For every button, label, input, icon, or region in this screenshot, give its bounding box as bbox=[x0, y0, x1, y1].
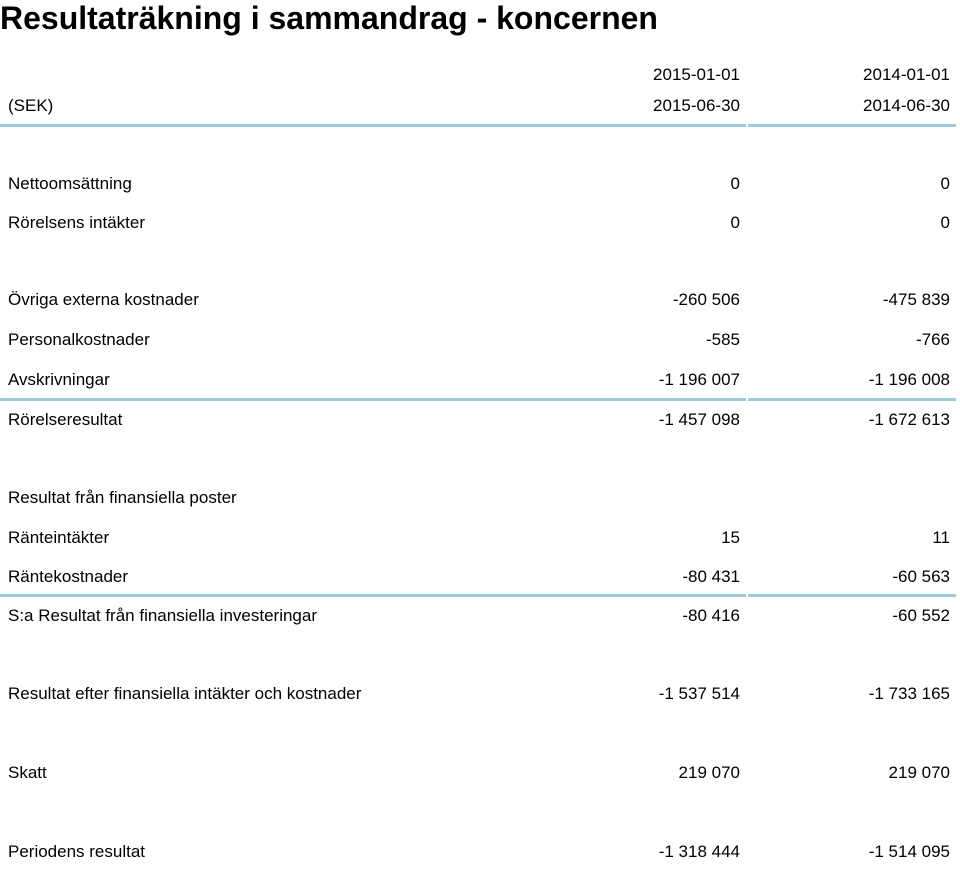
row-label: Rörelseresultat bbox=[8, 410, 123, 429]
period-end-2015: 2015-06-30 bbox=[653, 96, 740, 115]
row-value-2014: 11 bbox=[932, 528, 950, 547]
header-row-end bbox=[0, 86, 960, 126]
section-heading: Resultat från finansiella poster bbox=[8, 488, 237, 507]
row-value-2014: 0 bbox=[940, 213, 950, 232]
row-label: Personalkostnader bbox=[8, 330, 150, 349]
row-value-2014: -60 563 bbox=[892, 567, 950, 586]
row-value-2015: -585 bbox=[705, 330, 740, 349]
row-label: S:a Resultat från finansiella investeringar bbox=[8, 606, 317, 625]
row-value-2015: -1 318 444 bbox=[658, 842, 740, 861]
currency-label: (SEK) bbox=[8, 96, 54, 115]
row-label: Räntekostnader bbox=[8, 567, 129, 586]
table-row bbox=[0, 753, 960, 793]
row-value-2015: -80 416 bbox=[682, 606, 740, 625]
table-row bbox=[0, 280, 960, 320]
table-row bbox=[0, 360, 960, 400]
row-value-2014: -1 672 613 bbox=[868, 410, 950, 429]
section-heading-row bbox=[0, 478, 960, 518]
row-value-2014: -1 514 095 bbox=[868, 842, 950, 861]
header-rule-right bbox=[748, 124, 956, 127]
table-row bbox=[0, 832, 960, 872]
row-value-2014: -1 196 008 bbox=[868, 370, 950, 389]
row-value-2014: -475 839 bbox=[882, 290, 950, 309]
row-value-2014: -60 552 bbox=[892, 606, 950, 625]
row-value-2014: -766 bbox=[915, 330, 950, 349]
header-rule-left bbox=[0, 124, 746, 127]
table-row bbox=[0, 320, 960, 360]
row-value-2015: -1 196 007 bbox=[658, 370, 740, 389]
row-value-2014: -1 733 165 bbox=[868, 684, 950, 703]
row-value-2015: -260 506 bbox=[672, 290, 740, 309]
row-label: Periodens resultat bbox=[8, 842, 146, 861]
table-row bbox=[0, 164, 960, 204]
row-label: Övriga externa kostnader bbox=[8, 290, 199, 309]
row-label: Rörelsens intäkter bbox=[8, 213, 146, 232]
table-row bbox=[0, 596, 960, 636]
row-label: Skatt bbox=[8, 763, 47, 782]
row-value-2015: 219 070 bbox=[678, 763, 740, 782]
row-label: Resultat efter finansiella intäkter och kostnader bbox=[8, 684, 362, 703]
period-start-2015: 2015-01-01 bbox=[653, 65, 740, 84]
row-value-2015: -1 537 514 bbox=[658, 684, 740, 703]
row-label: Avskrivningar bbox=[8, 370, 110, 389]
table-row bbox=[0, 674, 960, 714]
period-start-2014: 2014-01-01 bbox=[863, 65, 950, 84]
row-value-2015: 0 bbox=[730, 213, 740, 232]
row-value-2015: 0 bbox=[730, 174, 740, 193]
row-value-2015: 15 bbox=[721, 528, 740, 547]
table-row bbox=[0, 400, 960, 440]
page-title: Resultaträkning i sammandrag - koncernen bbox=[0, 0, 658, 36]
table-row bbox=[0, 203, 960, 243]
row-value-2015: -1 457 098 bbox=[658, 410, 740, 429]
row-label: Nettoomsättning bbox=[8, 174, 132, 193]
row-value-2014: 219 070 bbox=[888, 763, 950, 782]
table-row bbox=[0, 518, 960, 558]
row-value-2014: 0 bbox=[940, 174, 950, 193]
table-row bbox=[0, 557, 960, 597]
period-end-2014: 2014-06-30 bbox=[863, 96, 950, 115]
row-label: Ränteintäkter bbox=[8, 528, 110, 547]
row-value-2015: -80 431 bbox=[682, 567, 740, 586]
